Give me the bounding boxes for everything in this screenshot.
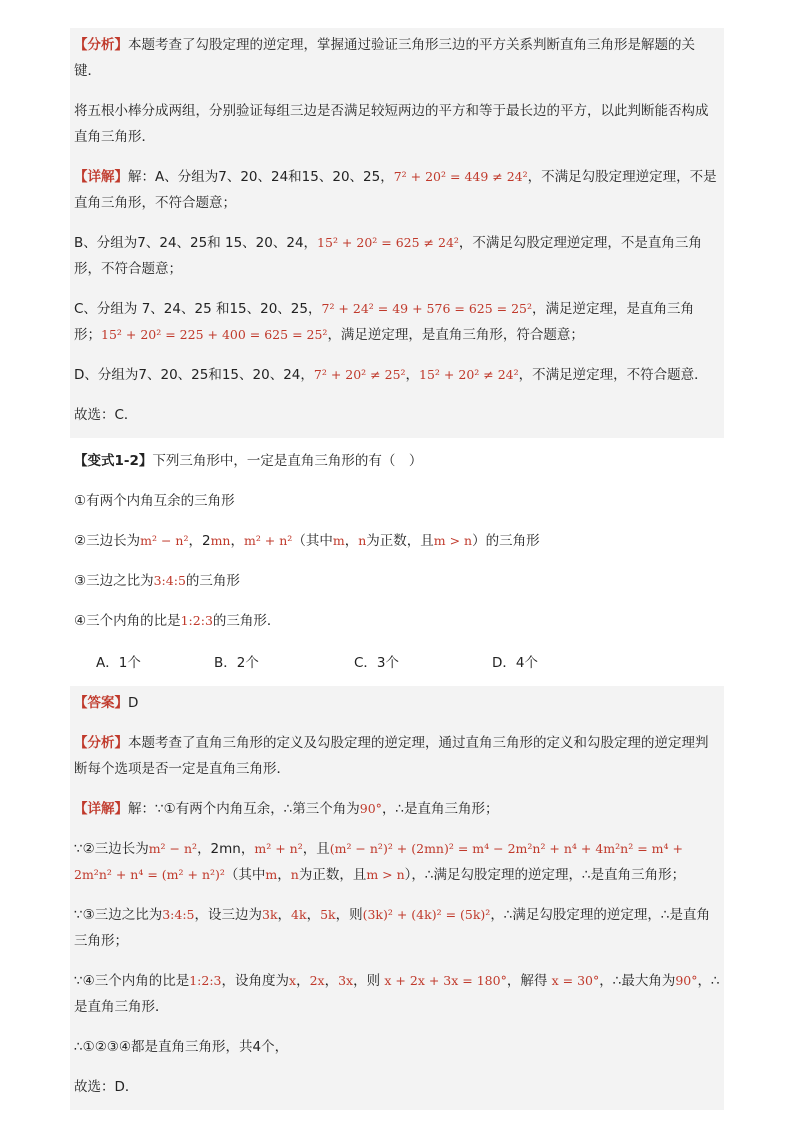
choice-d[interactable]: D．4个 xyxy=(492,655,538,671)
detail-d-paragraph: D、分组为7、20、25和15、20、24，7² + 20² ≠ 25²，15² + 20² ≠ 24²，不满足逆定理，不符合题意． xyxy=(74,367,708,383)
detail-b-paragraph: B、分组为7、24、25和 15、20、24，15² + 20² = 625 ≠ 24²，不满足勾股定理逆定理，不是直角三角形，不符合题意； xyxy=(74,235,702,277)
method-paragraph: 将五根小棒分成两组，分别验证每组三边是否满足较短两边的平方和等于最长边的平方，以此判断能否构成直角三角形． xyxy=(74,103,709,145)
answer-line: 故选：C． xyxy=(74,407,138,423)
answer-paragraph: 【答案】D xyxy=(74,695,139,711)
solution-block-2 xyxy=(70,686,724,1110)
question-item-1: ①有两个内角互余的三角形 xyxy=(74,493,235,509)
answer-choices xyxy=(74,644,720,686)
detail-4-paragraph: ∵④三个内角的比是1:2:3，设角度为x，2x，3x，则 x + 2x + 3x = 180°，解得 x = 30°，∴最大角为90°，∴是直角三角形． xyxy=(74,973,720,1015)
solution-block-1 xyxy=(70,28,724,438)
detail-c-paragraph: C、分组为 7、24、25 和15、20、25，7² + 24² = 49 + 576 = 625 = 25²，满足逆定理，是直角三角形；15² + 20² = 225 + 400 = 625 = 25²，满足逆定理，是直角三角形，符合题意； xyxy=(74,301,695,343)
detail-a-paragraph: 【详解】解：A、分组为7、20、24和15、20、25，7² + 20² = 449 ≠ 24²，不满足勾股定理逆定理，不是直角三角形，不符合题意； xyxy=(74,169,717,211)
choice-b[interactable]: B．2个 xyxy=(214,655,259,671)
choice-a[interactable]: A．1个 xyxy=(96,655,141,671)
question-title: 【变式1-2】下列三角形中，一定是直角三角形的有（ ） xyxy=(74,453,423,469)
analysis-paragraph-2: 【分析】本题考查了直角三角形的定义及勾股定理的逆定理，通过直角三角形的定义和勾股定理的逆定理判断每个选项是否一定是直角三角形． xyxy=(74,735,709,777)
analysis-tag: 【分析】 xyxy=(74,37,128,53)
question-item-3: ③三边之比为3:4:5的三角形 xyxy=(74,573,240,589)
detail-tag-2: 【详解】 xyxy=(74,801,128,817)
question-item-2: ②三边长为m² − n²，2mn，m² + n²（其中m，n为正数，且m > n）的三角形 xyxy=(74,533,540,549)
analysis-paragraph: 【分析】本题考查了勾股定理的逆定理，掌握通过验证三角形三边的平方关系判断直角三角形是解题的关键． xyxy=(74,37,695,79)
question-item-4: ④三个内角的比是1:2:3的三角形． xyxy=(74,613,281,629)
answer-tag: 【答案】 xyxy=(74,695,128,711)
analysis-tag-2: 【分析】 xyxy=(74,735,128,751)
conclusion-line: ∴①②③④都是直角三角形，共4个， xyxy=(74,1039,289,1055)
detail-3-paragraph: ∵③三边之比为3:4:5，设三边为3k，4k，5k，则(3k)² + (4k)² = (5k)²，∴满足勾股定理的逆定理，∴是直角三角形； xyxy=(74,907,710,949)
detail-1-paragraph: 【详解】解：∵①有两个内角互余，∴第三个角为90°，∴是直角三角形； xyxy=(74,801,499,817)
detail-2-paragraph: ∵②三边长为m² − n²，2mn，m² + n²，且(m² − n²)² + (2mn)² = m⁴ − 2m²n² + n⁴ + 4m²n² = m⁴ + 2m²n² + n⁴ = (m² + n²)²（其中m，n为正数，且m > n），∴满足勾股定理的逆定理，∴是直角三角形； xyxy=(74,841,686,883)
document-page xyxy=(70,28,724,1110)
answer-line-2: 故选：D． xyxy=(74,1079,139,1095)
question-tag: 【变式1-2】 xyxy=(74,453,153,469)
question-block xyxy=(70,438,724,686)
choice-c[interactable]: C．3个 xyxy=(354,655,400,671)
detail-tag: 【详解】 xyxy=(74,169,128,185)
